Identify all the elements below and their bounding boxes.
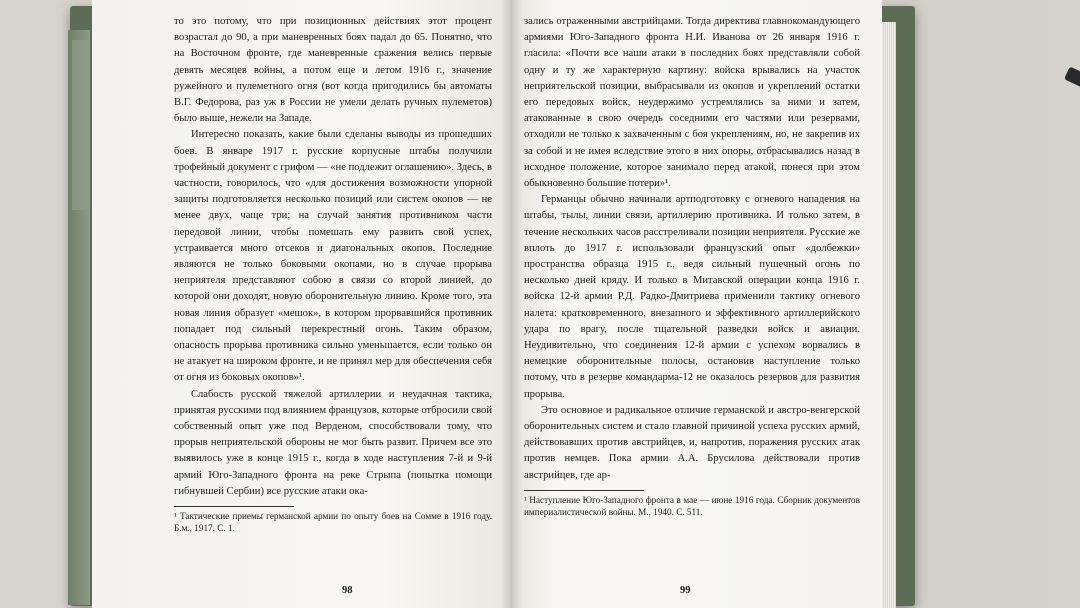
- paragraph: Интересно показать, какие были сделаны выводы из прошедших боев. В январе 1917 г. русские корпусные штабы получили трофейный документ с грифом — «не подлежит оглашению». Здесь, в частности, говорилось, что «для достижения возможности упорной защиты подготовляется несколько позиций или систем окопов — не менее двух, чаще три; на случай занятия противником части передовой линии, чтобы помешать ему развить свой успех, устраивается много отсеков и диагональных окопов. Последние являются не только боковыми окопами, но в случае прорыва неприятеля представляют собою в связи со второй линией, до которой они доходят, новую оборонительную линию. Кроме того, эта новая линия образует «мешок», в котором прорвавшийся противник попадает под сильный перекрестный огонь. Таким образом, опасность прорыва противника сильно уменьшается, если только он не атакует на широком фронте, и не принял мер для обеспечения себя от огня из боковых окопов»¹.: [174, 129, 492, 384]
- paragraph: Слабость русской тяжелой артиллерии и неудачная тактика, принятая русскими под влиянием французов, которые отбросили свой собственный опыт уже под Верденом, способствовали тому, что прорыв неприятельской обороны не мог быть развит. Причем все это выявилось уже в конце 1915 г., когда в ходе наступления 7-й и 9-й армий Юго-Западного фронта на реке Стрыпа (попытка помощи гибнувшей Сербии) все русские атаки окa-: [174, 388, 492, 497]
- footnote: ¹ Наступление Юго-Западного фронта в мае — июне 1916 года. Сборник документов империалистической войны. М., 1940. С. 511.: [524, 494, 860, 517]
- footnote-rule: [174, 506, 294, 507]
- page-stack-edge: [882, 22, 896, 608]
- page-number: 98: [342, 585, 353, 596]
- paragraph: зались отраженными австрийцами. Тогда директива главнокомандующего армиями Юго-Западного фронта Н.И. Иванова от 26 января 1916 г. гласила: «Почти все наши атаки в последних боях представляли собой одну и ту же характерную картину: войска врывались на участок неприятельской позиции, выбрасывали из окопов и укреплений остатки его передовых войск, неудержимо устремлялись за ними и затем, атакованные в свою очередь соседними его частями или резервами, отходили не только к захваченным с боя укреплениям, но, не закрепив их за собой и не имея вследствие этого в них опоры, отбрасывались назад в исходное положение, которое занимало перед атакой, понеся при этом обыкновенно большие потери»¹.: [524, 16, 860, 190]
- footnote-rule: [524, 490, 644, 491]
- right-page-text: [524, 14, 860, 484]
- right-page: [510, 0, 882, 608]
- left-page-text: [174, 14, 492, 500]
- page-number: 99: [680, 585, 691, 596]
- left-page: [92, 0, 510, 608]
- paragraph: Это основное и радикальное отличие германской и австро-венгерской оборонительных систем и стало главной причиной успеха русских армий, действовавших против австрийцев, и, напротив, поражения русских атак против немцев. Пока армии А.А. Брусилова действовали против австрийцев, где ар-: [524, 404, 860, 481]
- cover-illustration: [72, 40, 90, 210]
- paragraph: Германцы обычно начинали артподготовку с огневого нападения на штабы, тылы, линии связи, артиллерию противника. И только затем, в течение нескольких часов расстреливали позиции неприятеля. Русские же вплоть до 1917 г. использовали французский опыт «долбежки» пространства образца 1915 г., ведя сильный пушечный огонь по несколько дней кряду. И только в Митавской операции конца 1916 г. войска 12-й армии Р.Д. Радко-Дмитриева применили тактику огневого налета: кратковременного, внезапного и эффективного артиллерийского удара по врагу, после тщательной разведки войск и авиации. Неудивительно, что соединения 12-й армии с успехом ворвались в немецкие оборонительные полосы, остановив наступление только потому, что в резерве командарма-12 не оказалось резервов для развития прорыва.: [524, 194, 860, 400]
- footnote: ¹ Тактические приемы германской армии по опыту боев на Сомме в 1916 году. Б.м., 1917. С. 1.: [174, 511, 492, 534]
- paragraph: то это потому, что при позиционных действиях этот процент возрастал до 90, а при маневренных боях падал до 65. Понятно, что на Восточном фронте, где маневренные сражения велись первые девять месяцев войны, а потом еще и летом 1916 г., значение ружейного и пулеметного огня (вот когда пригодились бы автоматы В.Г. Федорова, раз уж в России не умели делать ручных пулеметов) было выше, нежели на Западе.: [174, 16, 492, 125]
